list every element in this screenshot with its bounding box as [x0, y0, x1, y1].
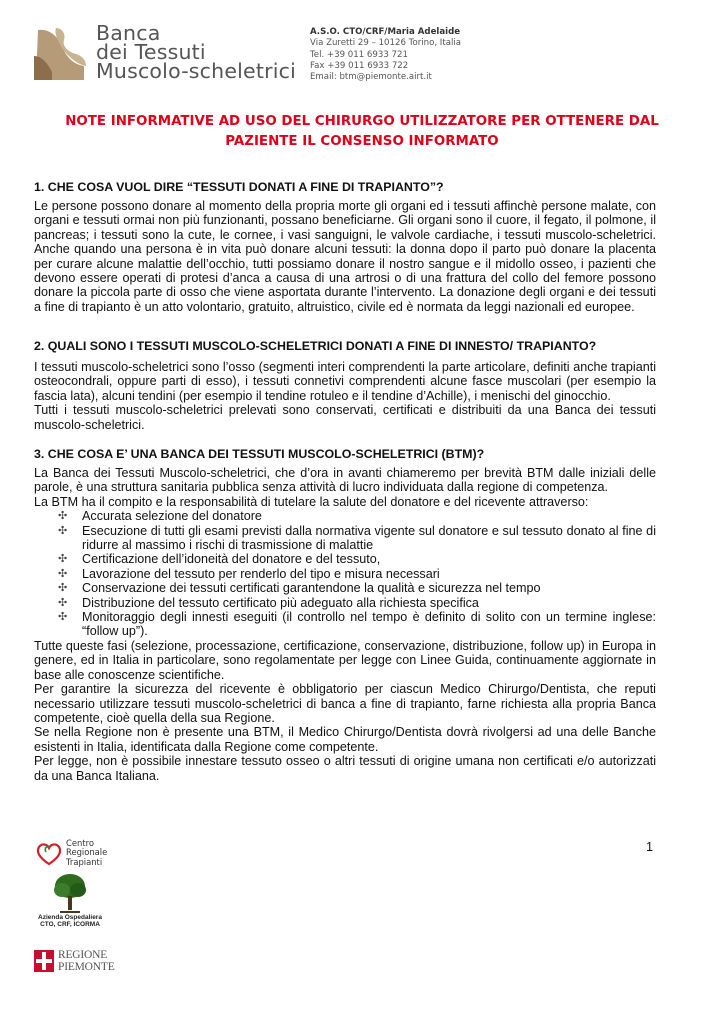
regione-piemonte-text	[58, 950, 115, 973]
paragraph: Se nella Regione non è presente una BTM, il Medico Chirurgo/Dentista dovrà rivolgersi ad una delle Banche esistenti in Italia, identificata dalla Regione come competente.	[34, 725, 656, 754]
paragraph: La BTM ha il compito e la responsabilità di tutelare la salute del donatore e del ricevente attraverso:	[34, 494, 589, 509]
section-2-body	[34, 360, 656, 432]
paragraph: Tutte queste fasi (selezione, processazione, certificazione, conservazione, distribuzione, follow up) in Europa in genere, ed in Italia in particolare, sono regolamentate per legge con Linee Guida, continuamente aggiornate in base alle conoscenze scientifiche.	[34, 638, 656, 682]
contact-email: Email: btm@piemonte.airt.it	[310, 72, 432, 83]
section-3-heading: 3. CHE COSA E’ UNA BANCA DEI TESSUTI MUSCOLO-SCHELETRICI (BTM)?	[34, 447, 485, 461]
paragraph: Tutti i tessuti muscolo-scheletrici prelevati sono conservati, certificati e distribuiti da una Banca dei tessuti muscolo-scheletrici.	[34, 403, 656, 432]
paragraph: La Banca dei Tessuti Muscolo-scheletrici, che d’ora in avanti chiameremo per brevità BTM dalle iniziali delle parole, è una struttura sanitaria pubblica senza attività di lucro individuata dalla regione di competenza.	[34, 466, 656, 495]
aso-line: CTO, CRF, ICORMA	[40, 921, 100, 929]
contact-address: Via Zuretti 29 – 10126 Torino, Italia	[310, 38, 462, 49]
title-line: PAZIENTE IL CONSENSO INFORMATO	[225, 133, 499, 149]
bullet-icon: ✣	[58, 510, 68, 523]
contact-tel: Tel. +39 011 6933 721	[310, 49, 408, 60]
logo-line: Muscolo-scheletrici	[96, 59, 296, 83]
bullet-icon: ✣	[58, 611, 68, 624]
document-title	[30, 112, 694, 151]
paragraph: I tessuti muscolo-scheletrici sono l’osso (segmenti interi comprendenti la parte articolare, definiti anche trapianti osteocondrali, oppure parti di esso), i tessuti connetivi comprendenti alcune fasce muscolari (per esempio la fascia lata), alcuni tendini (per esempio il tendine rotuleo e il tendine d’Achille), i menischi del ginocchio.	[34, 360, 656, 403]
list-item: ✣ Certificazione dell’idoneità del donatore e del tessuto,	[58, 552, 381, 567]
paragraph: Le persone possono donare al momento della propria morte gli organi ed i tessuti affinchè persone malate, con organi e tessuti ormai non più funzionanti, possano beneficiarne. Gli organi sono il cuore, il fegato, il polmone, il pancreas; i tessuti sono la cute, le cornee, i vasi sanguigni, le valvole cardiache, i tessuti muscolo-scheletrici. Anche quando una persona è in vita può donare alcuni tessuti: la donna dopo il parto può donare la placenta per curare alcune malattie dell’occhio, tutti possiamo donare il nostro sangue e il midollo osseo, i pazienti che devono essere operati di protesi d’anca a causa di una artrosi o di una frattura del collo del femore possono donare la piccola parte di osso che viene asportata durante l’intervento. La donazione degli organi e dei tessuti a fine di trapianto è un atto volontario, gratuito, altruistico, civile ed è normata da leggi nazionali ed europee.	[34, 199, 656, 314]
regione-line: PIEMONTE	[58, 960, 115, 973]
bullet-icon: ✣	[58, 567, 68, 580]
bank-logo-text	[96, 21, 296, 83]
list-item: ✣ Monitoraggio degli innesti eseguiti (il controllo nel tempo è definito di solito con un termine inglese: “follow up”).	[58, 610, 656, 639]
tree-icon	[50, 872, 90, 914]
bullet-icon: ✣	[58, 553, 68, 566]
logo-line: dei Tessuti	[96, 40, 206, 64]
list-item: ✣ Esecuzione di tutti gli esami previsti dalla normativa vigente sul donatore e sul tessuto donato al fine di ridurre al massimo i rischi di trasmissione di malattie	[58, 523, 656, 553]
crt-logo-text	[66, 839, 107, 867]
regione-piemonte-crest-icon	[34, 950, 54, 972]
paragraph: Per legge, non è possibile innestare tessuto osseo o altri tessuti di origine umana non certificati e/o autorizzati da una Banca Italiana.	[34, 754, 656, 783]
crt-line: Centro	[66, 838, 94, 848]
responsibility-list	[34, 509, 656, 639]
paragraph: Per garantire la sicurezza del ricevente è obbligatorio per ciascun Medico Chirurgo/Dentista, che reputi necessario utilizzare tessuti muscolo-scheletrici di banca a fine di trapianto, farne richiesta alla propria Banca competente, cioè quella della sua Regione.	[34, 682, 656, 725]
page-number: 1	[646, 840, 654, 854]
bank-logo-icon	[32, 26, 88, 82]
aso-line: Azienda Ospedaliera	[38, 914, 102, 921]
bullet-icon: ✣	[58, 582, 68, 595]
list-item: ✣ Accurata selezione del donatore	[58, 509, 262, 524]
bullet-icon: ✣	[58, 596, 68, 609]
title-line: NOTE INFORMATIVE AD USO DEL CHIRURGO UTILIZZATORE PER OTTENERE DAL	[65, 114, 659, 129]
list-item: ✣ Conservazione dei tessuti certificati garantendone la qualità e sicurezza nel tempo	[58, 581, 541, 596]
section-1-body	[34, 199, 656, 314]
section-1-heading: 1. CHE COSA VUOL DIRE “TESSUTI DONATI A FINE DI TRAPIANTO”?	[34, 180, 444, 194]
regione-line: REGIONE	[58, 949, 108, 961]
heart-flower-icon	[34, 838, 64, 868]
contact-fax: Fax +39 011 6933 722	[310, 60, 409, 71]
contact-org: A.S.O. CTO/CRF/Maria Adelaide	[310, 27, 461, 37]
logo-line: Banca	[96, 21, 161, 45]
aso-logo-text	[30, 914, 110, 928]
crt-line: Trapianti	[66, 856, 103, 867]
section-2-heading: 2. QUALI SONO I TESSUTI MUSCOLO-SCHELETRICI DONATI A FINE DI INNESTO/ TRAPIANTO?	[34, 339, 597, 353]
list-item: ✣ Lavorazione del tessuto per renderlo del tipo e misura necessari	[58, 566, 440, 581]
list-item: ✣ Distribuzione del tessuto certificato più adeguato alla richiesta specifica	[58, 595, 479, 610]
contact-block	[310, 27, 510, 83]
section-3-body	[34, 466, 656, 783]
bullet-icon: ✣	[58, 524, 68, 537]
crt-line: Regionale	[66, 847, 108, 858]
